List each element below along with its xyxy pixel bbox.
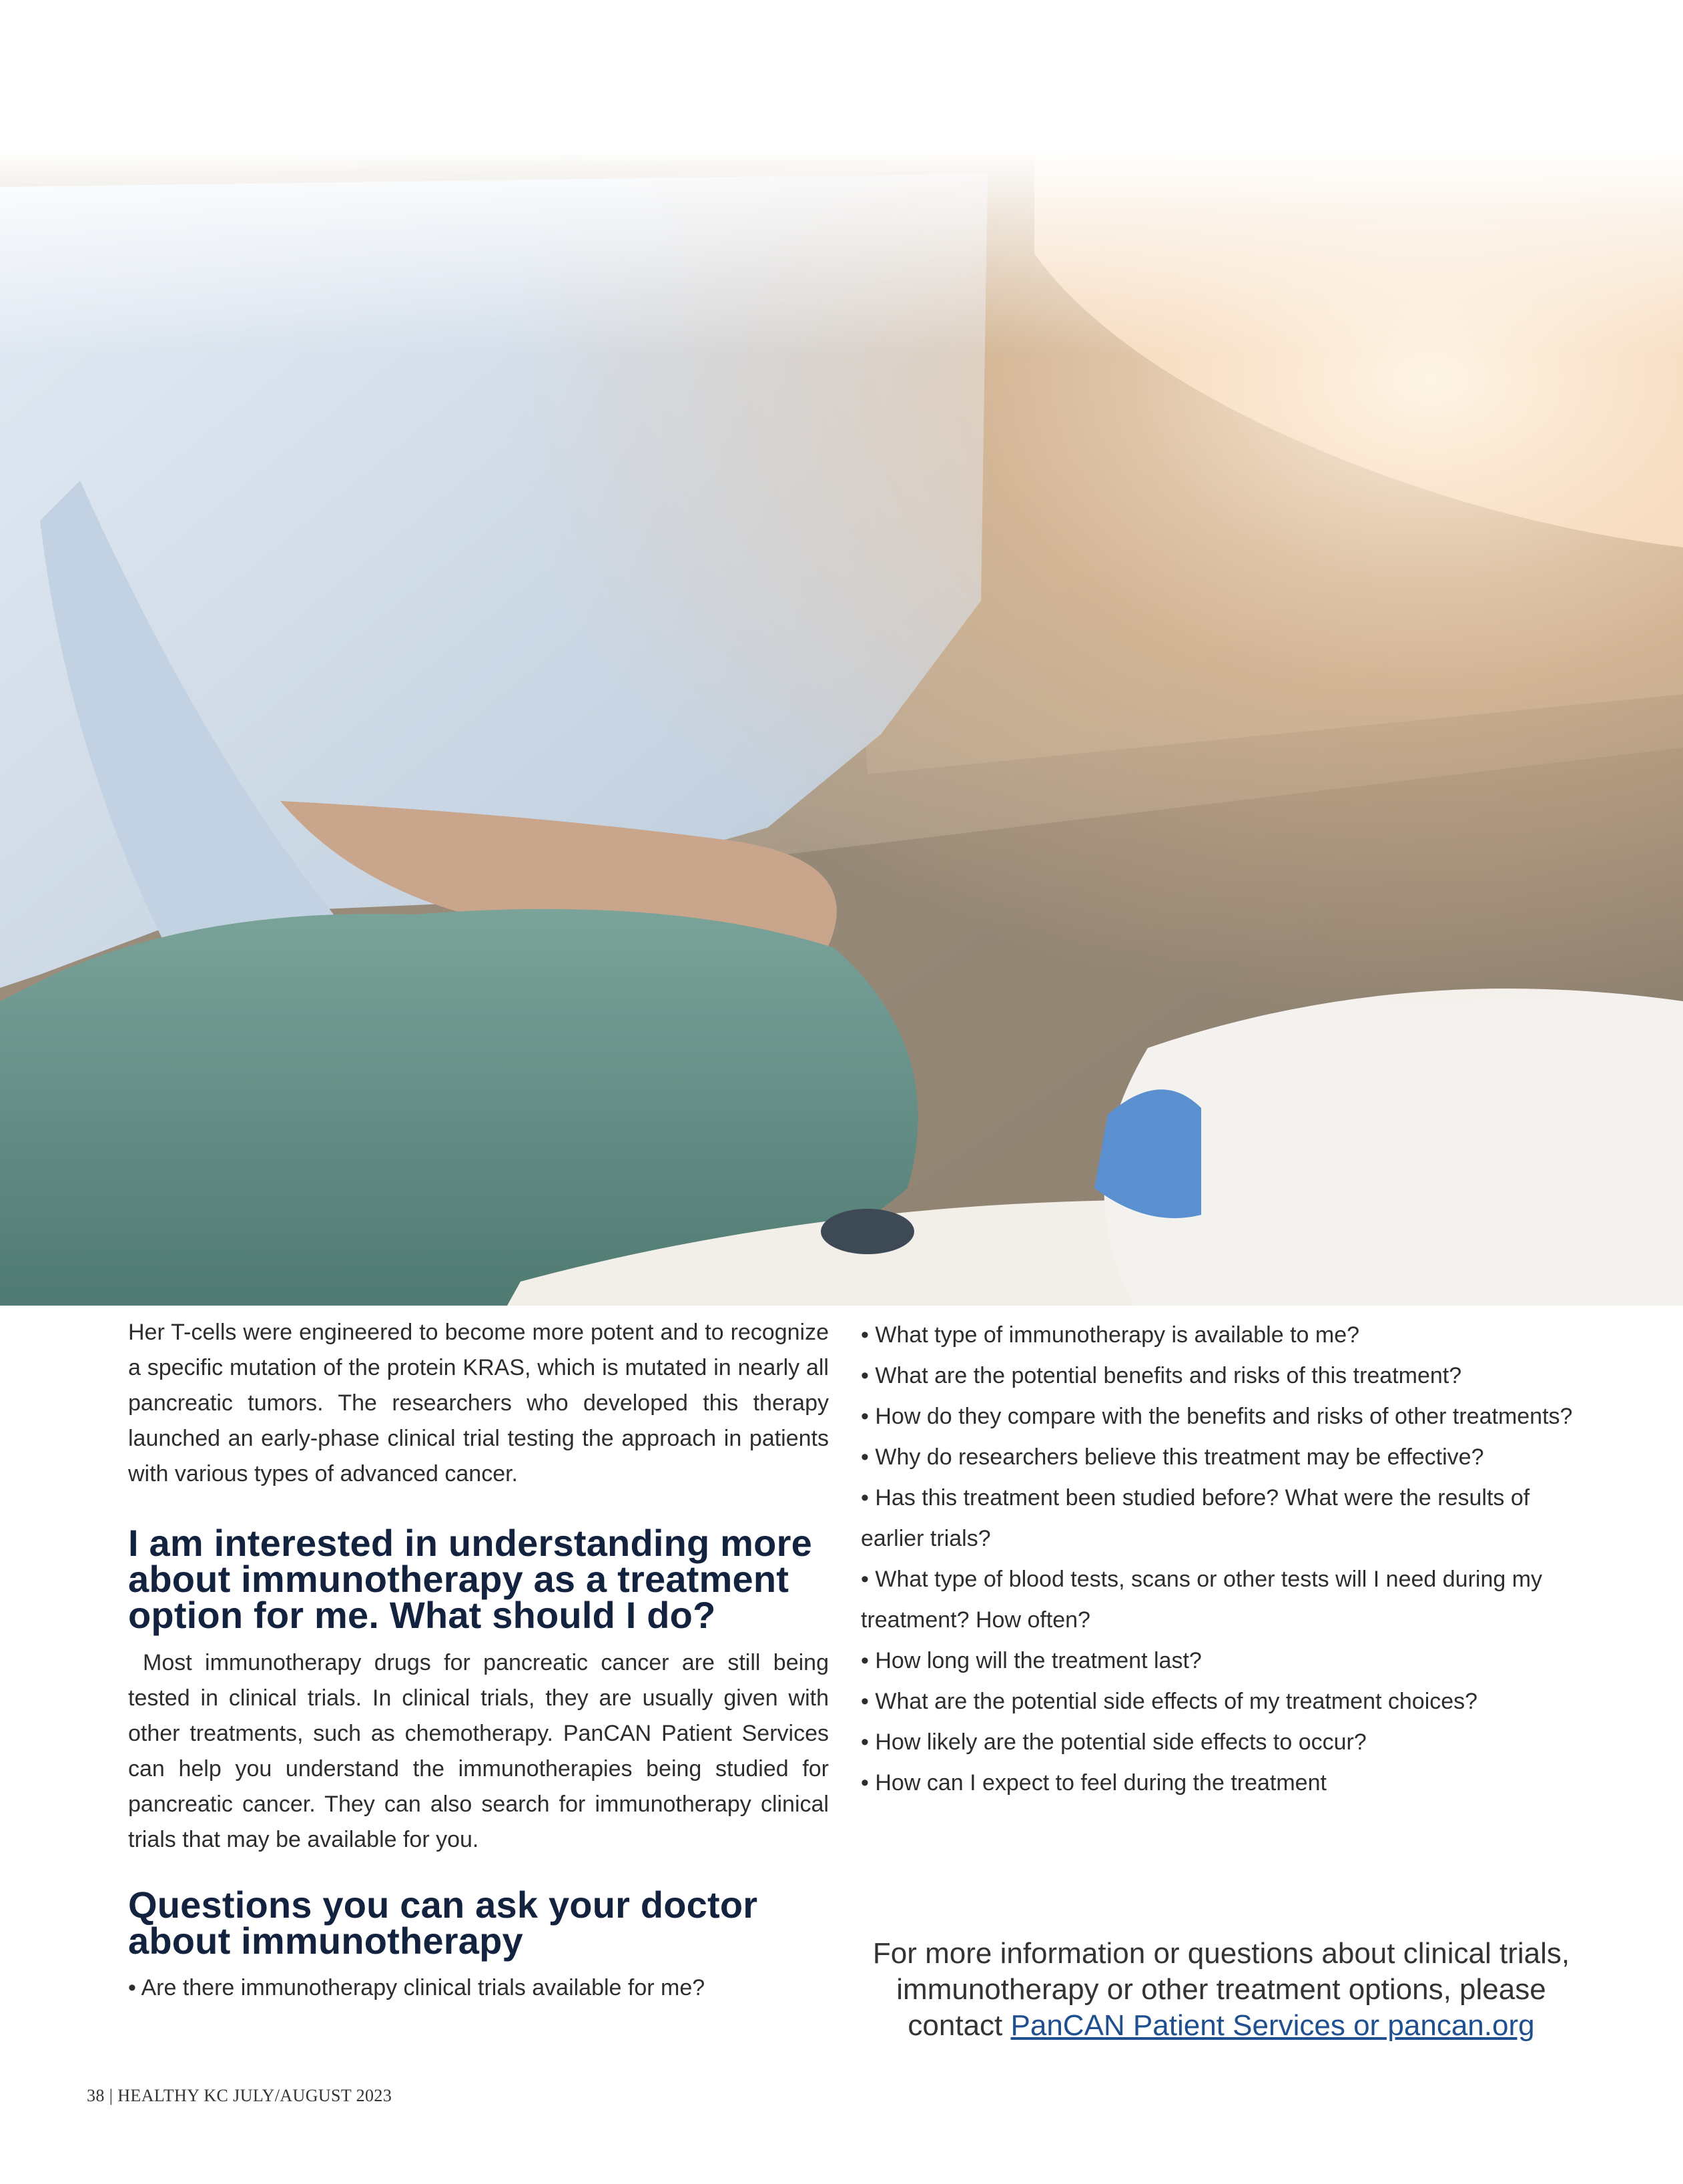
- intro-paragraph: Her T-cells were engineered to become more potent and to recognize a specific mutation of the protein KRAS, which is mutated in nearly all pancreatic tumors. The researchers who developed this therapy launched an early-phase clinical trial testing the approach in patients with various types of advanced cancer.: [128, 1320, 829, 1486]
- page-number: 38: [87, 2086, 105, 2105]
- question-item: • What are the potential benefits and risks of this treatment?: [861, 1363, 1462, 1388]
- page-footer: [87, 2086, 392, 2106]
- question-item: • How long will the treatment last?: [861, 1648, 1202, 1673]
- left-column: [128, 1315, 829, 2004]
- question-item: • Has this treatment been studied before? What were the results of earlier trials?: [861, 1485, 1530, 1551]
- right-column: [861, 1315, 1582, 1804]
- question-item: • How do they compare with the benefits and risks of other treatments?: [861, 1404, 1573, 1429]
- question-item-first: • Are there immunotherapy clinical trials available for me?: [128, 1975, 705, 2000]
- question-item: • What type of blood tests, scans or other tests will I need during my treatment? How often?: [861, 1567, 1543, 1633]
- questions-list: [861, 1315, 1582, 1804]
- question-item: • What are the potential side effects of my treatment choices?: [861, 1689, 1478, 1714]
- publication-name: HEALTHY KC: [117, 2086, 229, 2105]
- header-photo: [0, 147, 1683, 1306]
- question-item: • What type of immunotherapy is available to me?: [861, 1322, 1360, 1348]
- issue-date: JULY/AUGUST 2023: [233, 2086, 392, 2105]
- question-item: • Why do researchers believe this treatment may be effective?: [861, 1444, 1484, 1470]
- pancan-link[interactable]: PanCAN Patient Services or pancan.org: [1010, 2009, 1535, 2042]
- question-item: • How likely are the potential side effects to occur?: [861, 1729, 1367, 1755]
- patient-photo-illustration: [0, 147, 1683, 1306]
- paragraph-trials: Most immunotherapy drugs for pancreatic cancer are still being tested in clinical trials. In clinical trials, they are usually given with other treatments, such as chemotherapy. PanCAN Patient Services can help you understand the immunotherapies being studied for pancreatic cancer. They can also search for immunotherapy clinical trials that may be available for you.: [128, 1650, 829, 1852]
- heading-immunotherapy-option: I am interested in understanding more about immunotherapy as a treatment option for me. What should I do?: [128, 1522, 812, 1636]
- question-item: • How can I expect to feel during the treatment: [861, 1770, 1327, 1796]
- info-text: For more information or questions about clinical trials, immunotherapy or other treatment options, please contact: [872, 1937, 1570, 2042]
- heading-questions: Questions you can ask your doctor about immunotherapy: [128, 1884, 758, 1962]
- info-callout: [861, 1936, 1582, 2044]
- footer-separator: |: [109, 2086, 113, 2105]
